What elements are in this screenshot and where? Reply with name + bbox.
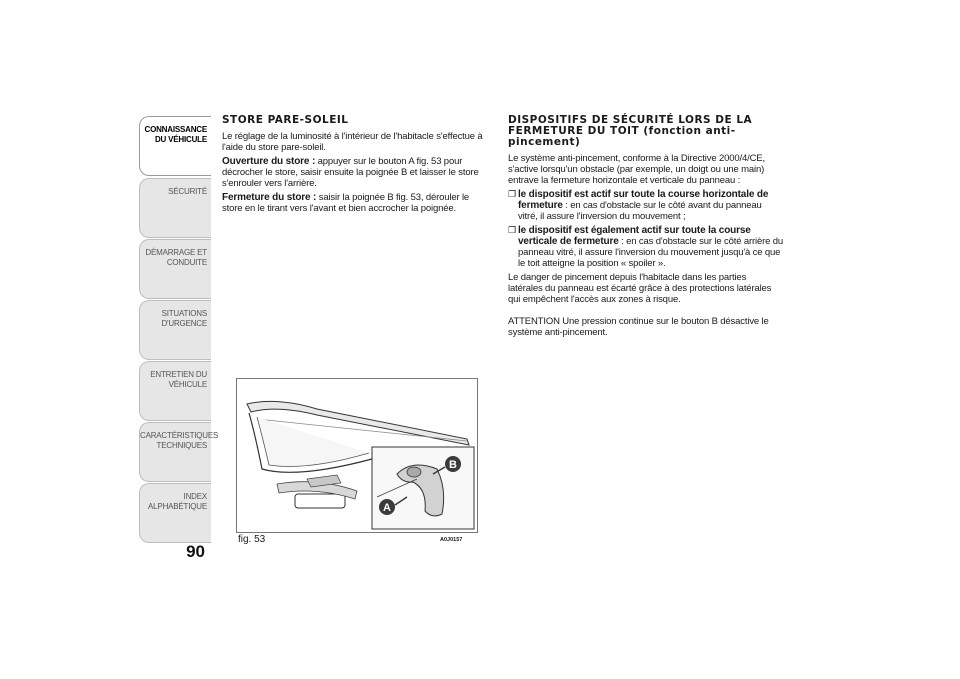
bullet1-bold: le dispositif est actif sur toute la course horizontale de fermeture [518, 189, 769, 211]
checkbox-bullet-icon: ❐ [508, 225, 516, 235]
store-opening [222, 156, 484, 189]
tab-label: DÉMARRAGE ET CONDUITE [145, 248, 207, 267]
label-a: A [383, 502, 391, 514]
tab-label: SITUATIONS D'URGENCE [161, 309, 207, 328]
tab-label: ENTRETIEN DU VÉHICULE [150, 370, 207, 389]
bullet2-bold: le dispositif est également actif sur toute la course verticale de fermeture [518, 225, 751, 247]
tab-demarrage-et-conduite[interactable] [139, 239, 211, 299]
list-item [508, 225, 783, 269]
sunshade-illustration [237, 379, 477, 532]
tab-label: INDEX ALPHABÉTIQUE [148, 492, 207, 511]
tab-index-alphabetique[interactable] [139, 483, 211, 543]
bullet1-text: : en cas d'obstacle sur le côté avant du panneau vitré, il assure l'inversion du mouvement ; [518, 200, 762, 222]
figure-caption: fig. 53 [238, 534, 266, 545]
tab-securite[interactable] [139, 178, 211, 238]
danger-paragraph: Le danger de pincement depuis l'habitacle dans les parties latérales du panneau est écarté grâce à des protections latérales qui empêchent l'accès aux zones à risque. [508, 272, 772, 305]
list-item [508, 189, 783, 222]
bullet2-text: : en cas d'obstacle sur le côté arrière du panneau vitré, il assure l'inversion du mouvement jusqu'à ce que le toit atteigne la position « spoiler ». [518, 236, 783, 269]
figure-53 [236, 378, 478, 533]
section-title-anti-pinch: DISPOSITIFS DE SÉCURITÉ LORS DE LA FERMETURE DU TOIT (fonction anti-pincement) [508, 114, 753, 148]
tab-label: CONNAISSANCE DU VÉHICULE [144, 125, 207, 144]
store-intro: Le réglage de la luminosité à l'intérieur de l'habitacle s'effectue à l'aide du store pare-soleil. [222, 131, 483, 153]
checkbox-bullet-icon: ❐ [508, 189, 516, 199]
tab-entretien-du-vehicule[interactable] [139, 361, 211, 421]
anti-pinch-intro: Le système anti-pincement, conforme à la Directive 2000/4/CE, s'active lorsqu'un obstacle (par exemple, un doigt ou une main) entrave la fermeture horizontale et verticale du panneau : [508, 153, 765, 186]
closing-text: saisir la poignée B fig. 53, dérouler le store en le tirant vers l'avant et bien accrocher la poignée. [222, 192, 470, 214]
figure-code: A0J0157 [440, 537, 463, 543]
tab-connaissance-du-vehicule[interactable] [139, 116, 211, 176]
left-column [222, 115, 484, 217]
section-title-store: STORE PARE-SOLEIL [222, 114, 349, 126]
label-b: B [449, 459, 457, 471]
opening-label: Ouverture du store : [222, 156, 316, 167]
attention-paragraph: ATTENTION Une pression continue sur le bouton B désactive le système anti-pincement. [508, 316, 769, 338]
tab-situations-d-urgence[interactable] [139, 300, 211, 360]
page-number: 90 [186, 542, 205, 561]
tab-label: CARACTÉRISTIQUES TECHNIQUES [140, 431, 219, 450]
tab-label: SÉCURITÉ [168, 187, 207, 196]
closing-label: Fermeture du store : [222, 192, 317, 203]
right-column [508, 115, 783, 341]
opening-text: appuyer sur le bouton A fig. 53 pour décrocher le store, saisir ensuite la poignée B et laisser le store s'enrouler vers l'arrière. [222, 156, 479, 189]
tab-caracteristiques-techniques[interactable] [139, 422, 219, 482]
store-closing [222, 192, 484, 214]
